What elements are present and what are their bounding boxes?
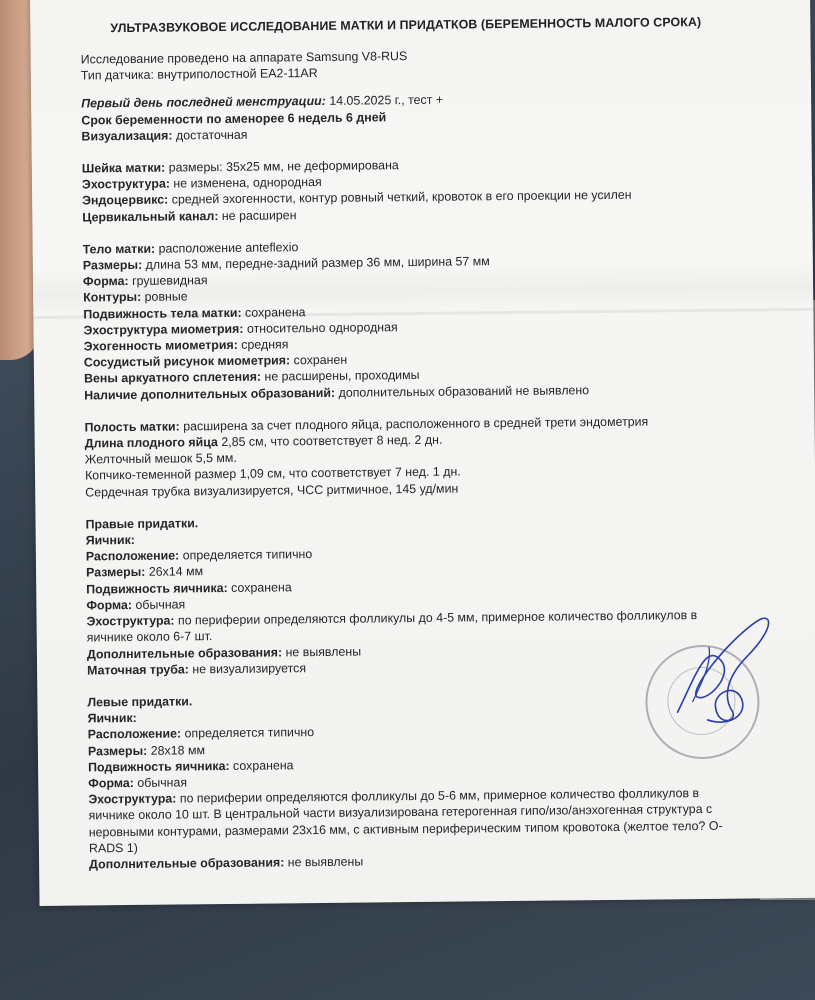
field-value: по периферии определяются фолликулы до 4-5 мм, примерное количество фолликулов в (174, 608, 698, 628)
field-label: Дополнительные образования: (89, 855, 285, 872)
field-value: 2,85 см, что соответствует 8 нед. 2 дн. (217, 432, 443, 450)
field-label: Подвижность тела матки: (83, 305, 242, 322)
field-label: Длина плодного яйца (84, 435, 218, 451)
field-value: RADS 1) (88, 840, 138, 856)
field-value: расположение anteflexio (155, 240, 299, 256)
field-label: Тело матки: (82, 241, 156, 257)
field-value: обычная (131, 597, 186, 612)
field-value: не расширен (218, 207, 297, 223)
field-value: достаточная (172, 127, 248, 143)
report-title: УЛЬТРАЗВУКОВОЕ ИССЛЕДОВАНИЕ МАТКИ И ПРИДАТКОВ (БЕРЕМЕННОСТЬ МАЛОГО СРОКА) (110, 14, 702, 36)
field-value: 26x14 мм (145, 564, 204, 580)
field-label: Эхоструктура: (86, 613, 175, 629)
lmp-label: Первый день последней менструации: (81, 94, 326, 111)
field-label: Эхоструктура: (81, 176, 171, 192)
field-label: Эхоструктура: (88, 791, 177, 807)
field-value: Копчико-теменной размер 1,09 см, что соответствует 7 нед. 1 дн. (84, 464, 461, 483)
uterus-section (83, 234, 775, 403)
section-heading: Правые придатки. (85, 516, 199, 532)
field-label: Размеры: (82, 257, 143, 273)
field-label: Форма: (86, 597, 133, 613)
field-value: относительно однородная (243, 320, 398, 336)
ovary-heading: Яичник: (85, 533, 135, 548)
field-value: по периферии определяются фолликулы до 5-6 мм, примерное количество фолликулов в (176, 786, 700, 806)
field-value: неровными контурами, размерами 23x16 мм, с активным периферическим типом кровотока (желтое тело? O- (88, 818, 723, 839)
field-label: Подвижность яичника: (86, 580, 228, 597)
field-value: размеры: 35x25 мм, не деформирована (165, 158, 399, 175)
field-label: Форма: (88, 775, 134, 791)
equipment-line: Исследование проведено на аппарате Samsung V8-RUS (80, 49, 408, 67)
field-label: Форма: (82, 274, 129, 289)
field-label: Размеры: (87, 743, 148, 758)
equipment-line: Тип датчика: внутриполостной EA2-11AR (80, 66, 318, 83)
field-value: яичнике около 6-7 шт. (86, 629, 213, 645)
field-value: ровные (141, 289, 188, 305)
field-value: сохранена (227, 579, 292, 595)
field-value: обычная (133, 775, 188, 790)
gestational-term: Срок беременности по аменорее 6 недель 6 дней (81, 109, 387, 128)
field-label: Подвижность яичника: (88, 758, 230, 775)
lmp-value: 14.05.2025 г., тест + (325, 93, 444, 109)
field-label: Сосудистый рисунок миометрия: (83, 353, 291, 370)
field-value: сохранен (290, 352, 348, 368)
ovary-heading: Яичник: (87, 711, 137, 726)
field-label: Вены аркуатного сплетения: (83, 370, 262, 386)
section-heading: Левые придатки. (87, 694, 193, 710)
field-value: сохранена (229, 758, 294, 773)
field-value: длина 53 мм, передне-задний размер 36 мм, ширина 57 мм (142, 254, 490, 272)
signature (636, 601, 798, 753)
field-label: Цервикальный канал: (82, 208, 219, 225)
field-label: Маточная труба: (87, 662, 189, 678)
field-value: Сердечная трубка визуализируется, ЧСС ритмичное, 145 уд/мин (85, 481, 459, 500)
field-label: Эхоструктура миометрия: (83, 321, 244, 338)
cervix-section (82, 153, 773, 225)
cavity-section (84, 412, 775, 500)
field-label: Эндоцервикс: (82, 192, 169, 208)
field-value: определяется типично (179, 547, 313, 563)
pregnancy-section (81, 89, 771, 145)
field-value: не выявлены (284, 854, 364, 870)
field-value: яичнике около 10 шт. В центральной части визуализирована гетерогенная гипо/изо/анэхогенная структура с (88, 802, 713, 823)
field-value: не расширены, проходимы (260, 368, 420, 385)
field-value: Желточный мешок 5,5 мм. (84, 451, 237, 467)
field-label: Расположение: (85, 548, 180, 564)
ultrasound-report-sheet (30, 0, 815, 906)
field-label: Визуализация: (81, 128, 173, 144)
field-label: Расположение: (87, 726, 182, 742)
field-value: средняя (237, 337, 289, 352)
field-value: грушевидная (128, 273, 208, 289)
field-label: Контуры: (83, 290, 142, 305)
field-value: средней эхогенности, контур ровный четкий, кровоток в его проекции не усилен (168, 188, 632, 207)
field-value: расширена за счет плодного яйца, расположенного в средней трети эндометрия (179, 414, 649, 434)
field-value: дополнительных образований не выявлено (335, 382, 590, 400)
field-label: Дополнительные образования: (86, 644, 283, 661)
field-label: Размеры: (85, 565, 146, 580)
field-value: сохранена (241, 304, 306, 320)
field-value: не изменена, однородная (169, 175, 322, 191)
field-label: Наличие дополнительных образований: (84, 385, 336, 403)
field-value: определяется типично (181, 725, 315, 741)
field-label: Эхогенность миометрия: (83, 337, 238, 354)
field-value: не выявлены (282, 644, 362, 659)
field-value: 28x18 мм (147, 742, 206, 758)
field-label: Полость матки: (84, 419, 180, 435)
field-label: Шейка матки: (81, 160, 166, 176)
field-value: не визуализируется (188, 660, 307, 677)
